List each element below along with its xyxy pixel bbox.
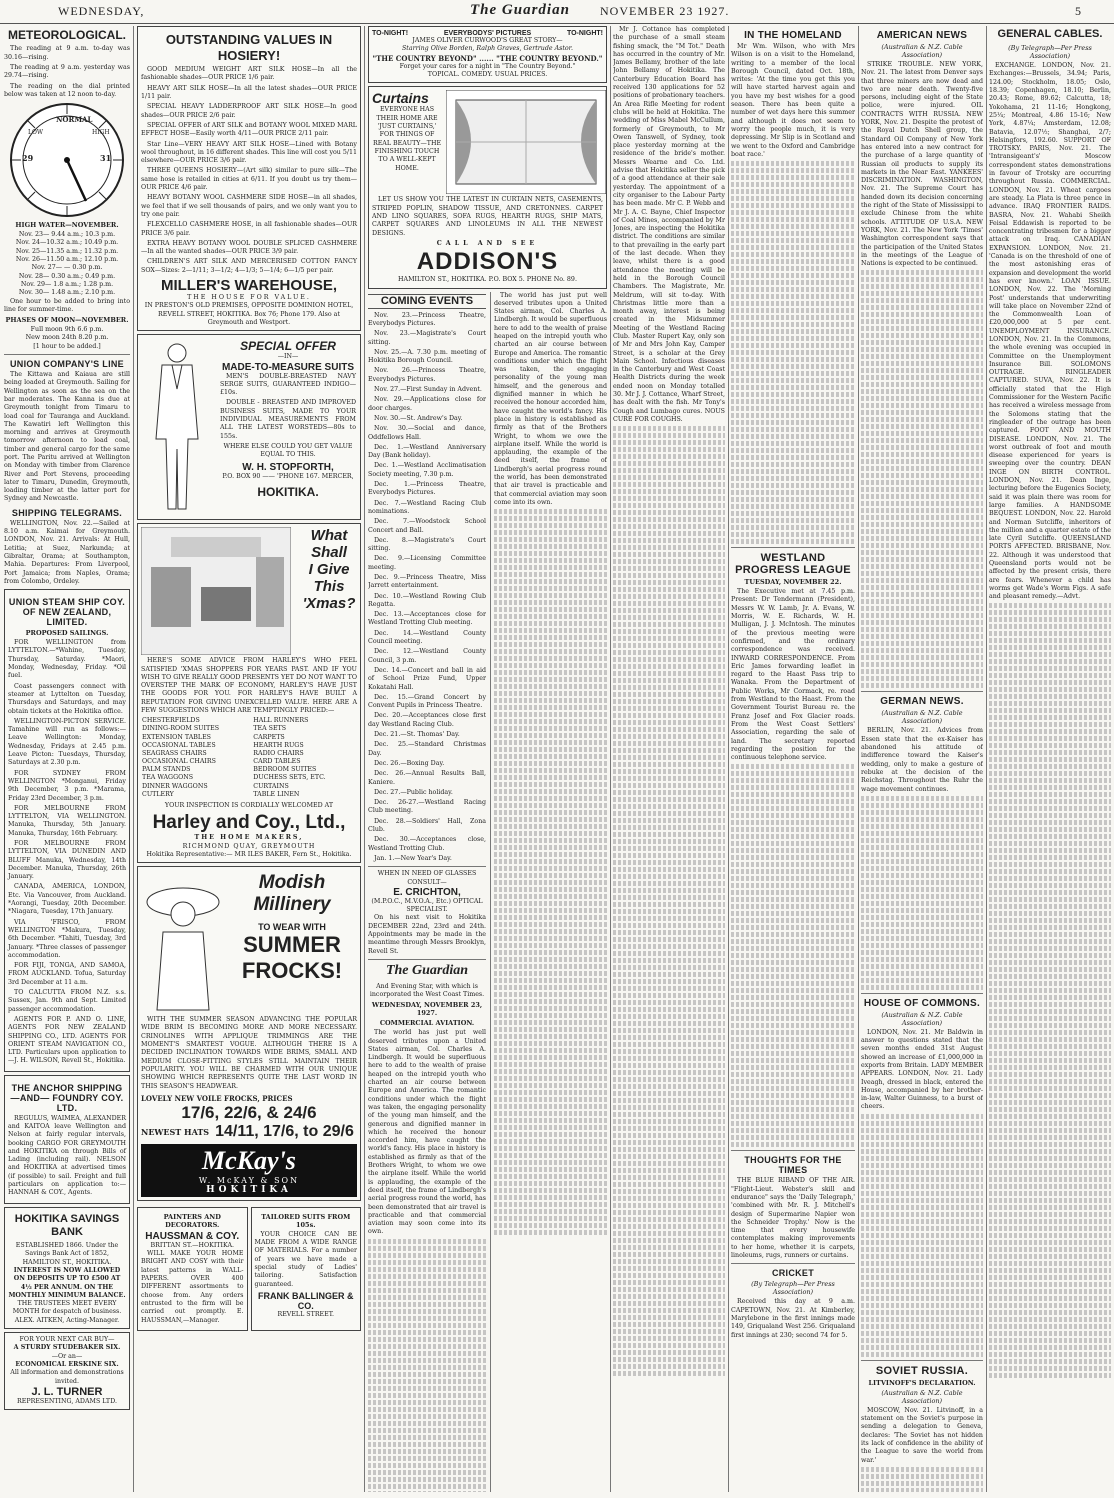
hosiery-item: THREE QUEENS HOSIERY—(Art silk) similar to pure silk—The same hose is retailed in cities at 6/11. If you doubt us try them—OUR PRICE 4/6 pair. xyxy=(141,167,357,192)
general-cables-source: (By Telegraph—Per Press Association) xyxy=(1008,44,1092,61)
car-line: FOR YOUR NEXT CAR BUY— xyxy=(19,1336,115,1344)
voile-prices-label: PRICES xyxy=(262,1093,293,1103)
bank-text: ESTABLISHED 1866. Under the Savings Bank Act of 1852, HAMILTON ST., HOKITIKA. xyxy=(15,1242,119,1266)
addison-name: ADDISON'S xyxy=(416,248,559,276)
harley-name: Harley and Coy., Ltd., xyxy=(152,812,346,834)
suit-in: —IN— xyxy=(277,353,299,361)
progress-league-date: TUESDAY, NOVEMBER 22. xyxy=(744,578,842,587)
millinery-title: Modish Millinery xyxy=(253,872,331,916)
xmas-text: HERE'S SOME ADVICE FROM HARLEY'S WHO FEEL SATISFIED 'XMAS SHOPPERS FOR YEARS PAST. AND IF YOU WISH TO GIVE REALLY GOOD PRESENTS YET DO NOT WANT TO OVERSTEP THE MARK OF ECONOMY, HARLEY'S HAVE JUST THE GOODS FOR YOU. FOR HARLEY'S HAVE BUILT A REPUTATION FOR GIVING UNEXCELLED VALUE. HERE ARE A FEW SUGGESTIONS WHICH ARE TEMPTINGLY PRICED:— xyxy=(141,657,357,714)
addison-advert xyxy=(368,86,607,288)
everybodys-pictures: EVERYBODYS' PICTURES xyxy=(443,30,532,37)
xmas-item: CARD TABLES xyxy=(253,758,301,766)
xmas-what: What xyxy=(310,527,348,545)
car-line: ECONOMICAL ERSKINE SIX. xyxy=(15,1360,119,1368)
xmas-item: DUCHESS SETS, ETC. xyxy=(253,774,326,782)
union-line-heading: UNION COMPANY'S LINE xyxy=(10,359,124,370)
local-news-text: Mr J. Cottance has completed the purchase of a small steam fishing smack, the "M Tot." Death has occurred in the country of Mr. James Bellamy, brother of the late John Bellamy of Hokitika. The Canterbury Education Board has received 130 applications for 52 positions of probationary teachers. An Area Rifle Meeting for rodent clubs will be held at Hokitika. The wedding of Miss Mabel McCullum, formerly of Greymouth, to Mr Owen Tanswell, of Sydney, took place yesterday morning at the residence of the bride's mother. Messrs Wearne and Co. Ltd. advise that Hokitika seller the pick of a good attendance at their sale yesterday. The appointment of a city organiser to the Labour Party has been made. Mr C. P. Webb and Mr J. A. C. Bayne, Chief Inspector of Coal Mines, accompanied by Mr Jones, are inspecting the Hokitika district. The conditions are similar to that prevailing in the early part of the last decade. When they leave, whilst there is a good attendance the meeting will be held in the Borough Council Chambers. The Magistrate, Mr. Meldrum, will sit to-day. With Christmas little more than a month away, interest is being created in the Midsummer Meeting of the Westland Racing Club. Master Rupert Kay, only son of Mr and Mrs John Kay, Camper Street, is a scholar at the Grey Main School. Infectious diseases in the Canterbury and West Coast Health Districts during the week ended noon on Monday totalled 30. Mr J. J. Cottance, Wharf Street, has dealt with the fish. Mr Tony's Cough and Lumbago cures. NOUS CURE FOR COUGHS. xyxy=(613,26,725,423)
car-line: —Or an— xyxy=(51,1352,83,1360)
uss-advert xyxy=(4,589,130,1072)
window-curtains-icon xyxy=(446,90,606,194)
stopforth-town: HOKITIKA. xyxy=(257,484,319,499)
water-row: Nov. 27— — 0.30 p.m. xyxy=(31,264,103,272)
guardian-sub: And Evening Star, with which is incorporated the West Coast Times. xyxy=(369,982,485,998)
column-7 xyxy=(989,26,1111,1492)
shipping-text: WELLINGTON, Nov. 22.—Sailed at 8.10 a.m. Kaimai for Greymouth. LONDON, Nov. 21. Arrivals: At Hull, Letitia; at Suez, Narkunda; at Gibraltar, Orama; at Southampton, Mahia. Departures: From Liverpool, Port Jamaica; from Naples, Orama; from Colombo, Ordeley. xyxy=(4,519,130,585)
millinery-summer: SUMMER xyxy=(243,932,341,958)
event-item: Dec. 15.—Grand Concert by Convent Pupils in Princess Theatre. xyxy=(368,693,486,710)
general-cables-text: EXCHANGE. LONDON, Nov. 21. Exchanges:—Brussels, 34.94; Paris, 124.00; Stockholm, 18.05; Oslo, 18.39; Copenhagen, 18.10; Berlin, 20.43; Rome, 89.62; Calcutta, 18; Yokohama, 21 11-16; Hongkong, 25¼; Montreal, 4.86 15-16; New York, 4.87¼; Amsterdam, 12.08; Batavia, 12.07½; Shanghai, 2/7; Helsingfors, 192.60. SUPPORT OF TROTSKY. PARIS, Nov. 21. The 'Intransigeant's' Moscow correspondent states demonstrations in favour of Trotsky are occurring throughout Russia. COMMERCIAL. LONDON, Nov. 21. Wheat cargoes are steady. La Plata is three pence in advance. IRAQ FRONTIER RAIDS. BASRA, Nov. 21. Wahabi Sheikh Feisal Eddawish is reported to be concentrating tribesmen for a bigger attack on Iraq. CANADIAN EXPANSION. LONDON, Nov. 21. 'Canada is on the threshold of one of the most astonishing eras of expansion and development the world has ever known.' LOAN ISSUE. LONDON, Nov. 22. The 'Morning Post' understands that underwriting will take place on November 22nd of the Commonwealth Loan of £20,000,000 at 5 per cent. UNEMPLOYMENT INSURANCE. LONDON, Nov. 21. In the Commons, the whole evening was occupied in Committee on the Unemployment Insurance Bill. SOLOMONS OUTRAGE. RINGLEADER CAPTURED. SUVA, Nov. 22. It is officially stated that the High Commissioner for the Western Pacific has received a wireless message from the Solomons stating that the ringleader of the outrage has been captured. FOOT AND MOUTH DISEASE. LONDON, Nov. 21. The worst outbreak of foot and mouth disease experienced for years is sweeping over the country. DEAN INGE ON BIRTH CONTROL. LONDON, Nov. 21. Dean Inge, lecturing before the Eugenics Society, said it was plain there was room for large families. A HANDSOME BEQUEST. LONDON, Nov. 22. Harold and Norman Sutcliffe, inheritors of the million and a quarter estate of the late Cyril Sutcliffe. QUEENSLAND PORTS AFFECTED. BRISBANE, Nov. 22. Although it was understood that Queensland ports would not be affected by the present crisis, there are fears. Whenever a child has worms get Wade's Worm Figs. A safe and pleasant remedy.—Advt. xyxy=(989,62,1111,601)
painter-advert xyxy=(137,1207,248,1331)
masthead-day: WEDNESDAY, xyxy=(58,4,145,18)
water-row: Nov. 23— 9.44 a.m.; 10.3 p.m. xyxy=(18,231,116,239)
uss-text: VIA 'FRISCO, FROM WELLINGTON *Makura, Tuesday, 6th December. *Tahiti, Tuesday, 3rd January. *Three classes of passenger accommodation. xyxy=(8,918,126,959)
event-item: Dec. 12.—Westland County Council, 3 p.m. xyxy=(368,648,486,664)
anchor-advert xyxy=(4,1075,130,1204)
suit-text: MEN'S DOUBLE-BREASTED NAVY SERGE SUITS, GUARANTEED INDIGO—£10s. xyxy=(220,372,356,397)
film-note: Forget your cares for a night in "The Country Beyond." xyxy=(399,62,576,70)
xmas-item: CUTLERY xyxy=(142,790,174,798)
met-reading-today: The reading at 9 a.m. to-day was 30.16—rising. xyxy=(4,45,130,61)
event-item: Dec. 1.—Princess Theatre, Everybodys Pictures. xyxy=(368,481,486,497)
voile-label: LOVELY NEW VOILE FROCKS, xyxy=(141,1093,260,1103)
hosiery-item: CHILDREN'S ART SILK AND MERCERISED COTTON FANCY SOX—Sizes: 2—1/11; 3—1/2; 4—1/3; 5—1/4; 6—1/5 per pair. xyxy=(141,258,357,274)
german-news-source: (Australian & N.Z. Cable Association) xyxy=(881,709,963,726)
mckay-sub: W. McKAY & SON xyxy=(198,1175,300,1185)
hosiery-item: SPECIAL OFFER of ART SILK and BOTANY WOOL MIXED MARL EFFECT HOSE—Easily worth 4/11—OUR PRICE 2/11 pair. xyxy=(141,121,357,138)
event-item: Dec. 7.—Woodstock School Concert and Ball. xyxy=(368,518,486,534)
moon-note: [1 hour to be added.] xyxy=(33,342,101,350)
hosiery-advert xyxy=(137,26,361,331)
column-6 xyxy=(861,26,983,1492)
guardian-date: WEDNESDAY, NOVEMBER 23, 1927. xyxy=(371,1001,483,1018)
hosiery-item: Star Line—VERY HEAVY ART SILK HOSE—Lined with Botany wool throughout, in 16 different shades. This line will cost you 5/11 elsewhere—OUR PRICE 3/6 pair. xyxy=(141,140,357,165)
painter-title: PAINTERS AND DECORATORS. xyxy=(163,1212,221,1229)
xmas-item: DINNER WAGGONS xyxy=(142,782,208,790)
hosiery-title: OUTSTANDING VALUES IN HOSIERY! xyxy=(165,32,333,63)
xmas-item: RADIO CHAIRS xyxy=(253,749,304,757)
masthead-title: The Guardian xyxy=(470,2,570,18)
event-item: Dec. 1.—Westland Anniversary Day (Bank holiday). xyxy=(368,443,486,460)
guardian-name: The Guardian xyxy=(385,962,469,978)
lady-in-hat-icon xyxy=(143,872,223,1012)
xmas-item: BEDROOM SUITES xyxy=(253,766,317,774)
tailor-title: TAILORED SUITS FROM 105s. xyxy=(261,1212,351,1229)
event-item: Dec. 26.—Boxing Day. xyxy=(374,759,445,767)
event-item: Dec. 14.—Westland County Council meeting. xyxy=(368,629,486,646)
event-item: Nov. 26.—Princess Theatre, Everybodys Pictures. xyxy=(368,367,486,383)
pictures-advert xyxy=(368,26,607,83)
bank-text: INTEREST IS NOW ALLOWED ON DEPOSITS UP TO £500 AT 4½ PER ANNUM. ON THE MONTHLY MINIMUM BALANCE. xyxy=(8,1266,126,1299)
car-line: A STURDY STUDEBAKER SIX. xyxy=(13,1344,121,1352)
uss-text: Coast passengers connect with steamer at Lyttelton on Tuesday, Thursdays and Saturdays, and may obtain tickets at the Hokitika office. xyxy=(8,682,126,715)
uss-text: FOR MELBOURNE FROM LYTTELTON, VIA DUNEDIN AND BLUFF Manuka, Wednesday, 14th December. Manuka, Thursday, 26th January. xyxy=(8,839,126,881)
event-item: Dec. 7.—Westland Racing Club nominations. xyxy=(368,499,486,515)
uss-text: FOR WELLINGTON from LYTTELTON.—*Wahine, Tuesday, Thursday, Saturday. *Maori, Monday, Wednesday, Friday. *Oil fuel. xyxy=(8,639,126,680)
event-item: Nov. 30.—St. Andrew's Day. xyxy=(374,414,463,422)
cricket-text: Received this day at 9 a.m. CAPETOWN, Nov. 21. At Kimberley, Marylebone in the first innings made 149, Griqualand West 256. Griqualand first innings at 230; second 74 for 5. xyxy=(731,1298,855,1339)
car-line: REPRESENTING, ADAMS LTD. xyxy=(17,1397,117,1405)
water-row: Nov. 29— 1.8 a.m.; 1.28 p.m. xyxy=(20,280,114,288)
millinery-advert xyxy=(137,866,361,1201)
tailor-name: FRANK BALLINGER & CO. xyxy=(258,1290,354,1311)
homeland-heading: IN THE HOMELAND xyxy=(744,30,842,41)
water-row: Nov. 30— 1.48 a.m.; 2.10 p.m. xyxy=(18,289,116,297)
hosiery-item: FLEXCELLO CASHMERE HOSE, in all fashionable shades—OUR PRICE 3/6 pair. xyxy=(141,221,357,237)
addison-address: HAMILTON ST., HOKITIKA. P.O. BOX 5. PHONE No. 89. xyxy=(398,276,577,284)
general-cables-body xyxy=(989,603,1111,1378)
tailor-address: REVELL STREET. xyxy=(277,1310,335,1318)
tonight-left: TO-NIGHT! xyxy=(372,30,409,37)
event-item: Nov. 29.—Applications close for door charges. xyxy=(368,396,486,412)
column-5 xyxy=(731,26,855,1492)
uss-text: AGENTS FOR P. AND O. LINE, AGENTS FOR NEW ZEALAND SHIPPING CO., LTD. AGENTS FOR ORIENT STEAM NAVIGATION CO., LTD. Particulars upon application to—J. H. WILSON, Revell St., Hokitika. xyxy=(8,1015,126,1065)
xmas-item: DINING-ROOM SUITES xyxy=(142,725,220,733)
water-row: Nov. 24—10.32 a.m.; 10.49 p.m. xyxy=(15,239,119,247)
meteorological-heading: METEOROLOGICAL. xyxy=(8,28,126,42)
mckay-town: HOKITIKA xyxy=(206,1184,292,1195)
met-reading-yesterday: The reading at 9 a.m. yesterday was 29.74—rising. xyxy=(4,63,130,80)
addison-call: CALL AND SEE xyxy=(436,239,539,247)
hosiery-item: HEAVY BOTANY WOOL CASHMERE SIDE HOSE—in all shades, we feel that if we sell thousands of pairs, and we only want you to try one pair. xyxy=(141,194,357,218)
miller-tag: THE HOUSE FOR VALUE. xyxy=(187,294,311,302)
anchor-text: REGULUS, WAIMEA, ALEXANDER and KAITOA leave Wellington and Nelson at fairly regular intervals, booking CARGO FOR GREYMOUTH and HOKITIKA on through Bills of Lading (including rail). NELSON and HOKITIKA at advertised times (if possible) to sail. Freight and full particulars on application to:— HANNAH & COY., Agents. xyxy=(8,1114,126,1197)
suit-title: SPECIAL OFFER xyxy=(240,339,336,354)
event-item: Dec. 10.—Westland Rowing Club Regatta. xyxy=(368,592,486,608)
event-item: Nov. 23.—Princess Theatre, Everybodys Pictures. xyxy=(368,311,486,327)
progress-league-text: The Executive met at 7.45 p.m. Present: Dr Tendermann (President), Messrs W. W. Lamb, Jr. A. Evans, W. Morris, W. E. Richards, W. H. Mulligan, J. J. McIntosh. The minutes of the previous meeting were confirmed, and the ordinary correspondence was received. INWARD CORRESPONDENCE. From Eric James forwarding leaflet in regard to the Haast Pass trip to Wanaka. From the Department of Public Works, Mr Cormack, re. road from Westland to the Haast. From the Government Tourist Bureau re. the Franz Josef and Fox Glacier roads. From the West Coast Settlers' Association, regarding the sale of land. The secretary reported regarding the position for the continuous telephone service. xyxy=(731,588,855,762)
xmas-item: CURTAINS xyxy=(253,782,289,790)
tonight-right: TO-NIGHT! xyxy=(566,30,603,37)
event-item: Dec. 26-27.—Westland Racing Club meeting. xyxy=(368,799,486,815)
editorial-title: COMMERCIAL AVIATION. xyxy=(379,1019,475,1028)
american-news-body xyxy=(861,270,983,688)
xmas-item: SEAGRASS CHAIRS xyxy=(142,749,207,757)
american-news-source: (Australian & N.Z. Cable Association) xyxy=(881,43,963,59)
dial-left-number: 29 xyxy=(22,153,34,164)
car-line: All information and demonstrations invited. xyxy=(10,1369,124,1385)
xmas-suggestions xyxy=(141,717,357,799)
film-by: JAMES OLIVER CURWOOD'S GREAT STORY— xyxy=(412,37,563,44)
shipping-heading: SHIPPING TELEGRAMS. xyxy=(11,507,123,518)
event-item: Dec. 13.—Acceptances close for Westland Trotting Club meeting. xyxy=(368,611,486,627)
harley-rep: Hokitika Representative:— MR ILES BAKER, Fern St., Hokitika. xyxy=(146,850,352,858)
barometer-dial xyxy=(8,101,126,219)
event-item: Dec. 30.—Acceptances close, Westland Trotting Club. xyxy=(368,836,486,852)
painter-address: BRITTAN ST.—HOKITIKA. xyxy=(150,1241,234,1249)
masthead-date: NOVEMBER 23 1927. xyxy=(600,4,730,18)
mckay-name: McKay's xyxy=(202,1145,296,1175)
painter-text: WILL MAKE YOUR HOME BRIGHT AND COSY with their latest patterns in WALL-PAPERS. OVER 400 DIFFERENT assortments to choose from. Any orders entrusted to the firm will be carried out promptly. E. HAUSSMAN,—Manager. xyxy=(141,1250,244,1324)
american-news-text: STRIKE TROUBLE. NEW YORK, Nov. 21. The latest from Denver says that three miners are now dead and two are near death. Twenty-five persons, including eight of the State police, were injured. OIL CONTRACTS WITH RUSSIA. NEW YORK, Nov. 21. Despite the protest of the Royal Dutch Shell group, the Standard Oil Company of New York has entered into a new contract for the purchase of a large quantity of Russian oil products to supply its markets in the Near East. YANKEES' DISCRIMINATION. WASHINGTON, Nov. 21. The Supreme Court has handed down its decision concerning the right of the State of Mississippi to exclude Chinese from the white schools. ATTITUDE OF U.S.A. NEW YORK, Nov. 21. The New York 'Times' Washington correspondent says that the participation of the United States in the meetings of the League of Nations is expected to be continued. xyxy=(861,61,983,268)
german-news-body xyxy=(861,796,983,990)
met-dial-note: The reading on the dial printed below was taken at 12 noon to-day. xyxy=(4,82,130,98)
german-news-text: BERLIN, Nov. 21. Advices from Essen state that the ex-Kaiser has abandoned his attitude of indifference toward the Kaiser's wedding, only to make a gesture of rebuke at the decision of the Reichstag. Throughout the Ruhr the wage movement continues. xyxy=(861,727,983,793)
hosiery-item: EXTRA HEAVY BOTANY WOOL DOUBLE SPLICED CASHMERE—In all the wanted shades—OUR PRICE 3/9 pair. xyxy=(141,239,357,256)
cricket-heading: CRICKET xyxy=(771,1268,815,1279)
column-2 xyxy=(137,26,361,1492)
millinery-to: TO WEAR WITH xyxy=(258,922,326,933)
event-item: Dec. 9.—Licensing Committee meeting. xyxy=(368,555,486,571)
xmas-item: OCCASIONAL CHAIRS xyxy=(142,758,216,766)
xmas-this: This xyxy=(313,578,345,596)
editorial-text: The world has just put well deserved tributes upon a United States airman, Col. Charles A. Lindbergh. It would be superfluous here to add to the wealth of praise heaped on the intrepid youth who charted an air course between Europe and America. The romantic conditions under which the flight was taken, the engaging personality of the young man himself, and the generous and dignified manner in which he received the honour accorded him, have caught the world's fancy. His place in history is established as firmly as that of the Brothers Wright, to whom we owe the airplane itself. While the world is applauding, the example of the deed itself, the frame of Lindbergh's aerial progress round the world, has been demonstrated that air travel is practicable and that commercial aviation may soon come into its own. xyxy=(368,1029,486,1236)
soviet-text: MOSCOW, Nov. 21. Litvinoff, in a statement on the Soviet's purpose in sending a delegation to Geneva, declares: 'The Soviet has not hidden its lack of confidence in the ability of the League to save the world from war.' xyxy=(861,1406,983,1464)
xmas-item: CHESTERFIELDS xyxy=(142,717,200,725)
event-item: Nov. 30.—Social and dance, Oddfellows Hall. xyxy=(368,425,486,441)
uss-text: FOR MELBOURNE FROM LYTTELTON, VIA WELLINGTON. Manuka, Thursday, 5th January. Manuka, Thursday, 16th February. xyxy=(8,804,126,837)
uss-title: UNION STEAM SHIP COY. OF NEW ZEALAND, LIMITED. xyxy=(8,597,126,628)
event-item: Jan. 1.—New Year's Day. xyxy=(374,854,452,862)
event-item: Dec. 28.—Soldiers' Hall, Zona Club. xyxy=(368,817,486,834)
millinery-text: WITH THE SUMMER SEASON ADVANCING THE POPULAR WIDE BRIM IS BECOMING MORE AND MORE NECESSARY. CRINOLINES WITH APPLIQUE TRIMMINGS ARE THE MOMENT'S SMARTEST VOGUE. ALTHOUGH THERE IS A DECIDED INCLINATION TOWARDS WIDE BRIMS, SMALL AND MEDIUM CLOSE-FITTING STYLES STILL MAINTAIN THEIR POPULARITY. YOU WILL BE CHARMED WITH OUR UNIQUE SHOWING WHICH REPRESENTS QUITE THE LAST WORD IN THIS SEASON'S HEADWEAR. xyxy=(141,1016,357,1090)
moon-heading: PHASES OF MOON—NOVEMBER. xyxy=(5,316,129,325)
event-item: Nov. 23.—Magistrate's Court sitting. xyxy=(368,330,486,346)
event-item: Nov. 27.—First Sunday in Advent. xyxy=(374,386,482,394)
editorial-body xyxy=(494,509,607,1235)
harley-advert xyxy=(137,523,361,863)
dial-right-number: 31 xyxy=(100,153,112,164)
hosiery-item: SPECIAL HEAVY LADDERPROOF ART SILK HOSE—In good shades—OUR PRICE 2/6 pair. xyxy=(141,103,357,119)
voile-prices: 17/6, 22/6, & 24/6 xyxy=(181,1102,317,1122)
dial-low-label: LOW xyxy=(28,129,44,137)
moon-row: New moon 24th 8.20 p.m. xyxy=(25,334,109,342)
coming-events-list xyxy=(368,312,486,864)
column-3 xyxy=(368,26,607,1492)
harley-address: RICHMOND QUAY, GREYMOUTH xyxy=(182,842,316,850)
dial-high-label: HIGH xyxy=(92,129,110,137)
xmas-item: TABLE LINEN xyxy=(253,790,300,798)
page-number: 5 xyxy=(1075,4,1082,18)
savings-bank-advert xyxy=(4,1207,130,1329)
suit-sub: MADE-TO-MEASURE SUITS xyxy=(221,361,355,373)
local-news-body xyxy=(613,426,725,1376)
editorial-continued xyxy=(368,1239,486,1492)
american-news-heading: AMERICAN NEWS xyxy=(876,30,968,41)
thoughts-text: THE BLUE RIBAND OF THE AIR. "Flight-Lieut. Webster's skill and endurance" says the 'Daily Telegraph,' 'combined with Mr. R. J. Mitchell's design of Supermarine Napier won the Schneider Trophy.' Now is the time that every housewife contemplates making improvements to her home, whether it is carpets, linoleums, rugs, runners or curtains. xyxy=(731,1177,855,1260)
event-item: Dec. 26.—Annual Results Ball, Kaniere. xyxy=(368,770,486,786)
uss-text: FOR FIJI, TONGA, AND SAMOA, FROM AUCKLAND. Tofua, Saturday 3rd December at 11 a.m. xyxy=(8,962,126,986)
general-cables-heading: GENERAL CABLES. xyxy=(997,28,1103,40)
event-item: Dec. 25.—Standard Christmas Day. xyxy=(368,741,486,757)
masthead xyxy=(0,0,1114,24)
furniture-illustration-icon xyxy=(141,527,291,655)
suit-text: WHERE ELSE COULD YOU GET VALUE EQUAL TO THIS. xyxy=(223,442,353,459)
commons-body xyxy=(861,1114,983,1357)
commons-source: (Australian & N.Z. Cable Association) xyxy=(881,1010,963,1027)
uss-text: CANADA, AMERICA, LONDON, Etc. Via Vancouver, from Auckland. *Aorangi, Tuesday, 20th December. *Niagara, Tuesday, 17th January. xyxy=(8,883,126,916)
millinery-frocks: FROCKS! xyxy=(241,958,343,984)
xmas-item: HEARTH RUGS xyxy=(253,741,304,749)
moon-row: Full moon 9th 6.6 p.m. xyxy=(30,326,104,334)
xmas-i-give: I Give xyxy=(308,561,350,579)
commons-heading: HOUSE OF COMMONS. xyxy=(863,997,981,1009)
column-4 xyxy=(613,26,725,1492)
tailor-text: YOUR CHOICE CAN BE MADE FROM A WIDE RANGE OF MATERIALS. For a number of years we have made a special study of Ladies' tailoring. Satisfaction guaranteed. xyxy=(254,1230,357,1288)
commons-text: LONDON, Nov. 21. Mr Baldwin in answer to questions stated that the seven months ended 31st August showed an increase of £1,000,000 in exports from Britain. LADY MEMBER APPEARS. LONDON, Nov. 21. Lady Iveagh, dressed in black, entered the House, accompanied by her brother-in-law, Walter Guinness, to a burst of cheers. xyxy=(861,1028,983,1111)
stopforth-address: P.O. BOX 90 —— 'PHONE 167. MERCER, xyxy=(222,473,354,481)
xmas-item: EXTENSION TABLES xyxy=(142,733,211,741)
optician-intro: WHEN IN NEED OF GLASSES CONSULT— xyxy=(377,870,477,886)
progress-league-body xyxy=(731,764,855,1147)
uss-text: WELLINGTON-PICTON SERVICE. Tamahine will run as follows:— Leave Wellington: Monday, Wednesday, Fridays at 2.45 p.m. Leave Picton: Tuesdays, Thursday, Saturdays at 2.30 p.m. xyxy=(8,717,126,767)
car-advert xyxy=(4,1332,130,1410)
xmas-item: CARPETS xyxy=(253,733,285,741)
cricket-source: (By Telegraph—Per Press Association) xyxy=(751,1280,835,1297)
uss-text: FOR SYDNEY FROM WELLINGTON *Monganui, Friday 9th December, 3 p.m. *Marama, Friday 23rd December, 3 p.m. xyxy=(8,769,126,802)
optician-text: On his next visit to Hokitika DECEMBER 22nd, 23rd and 24th. Appointments may be made in the meantime through Messrs Brooklyn, Revell St. xyxy=(368,914,486,955)
union-line-text: The Kittawa and Kaiaua are still being loaded at Greymouth. Sailing for Wellington as soon as the sea on the bar moderates. The Kanna is due at Greymouth tonight from Timaru to load coal for Tauranga and Auckland. The Kawatiri left Wellington this morning and arrives at Greymouth tomorrow afternoon to load coal, timber and general cargo for the same port. The Paritu arrived at Wellington on Monday with timber from Clarence River and Port Stevens, proceeding later to Timaru, Dunedin, Greymouth, loading timber at the latter port for Sydney and Newcastle. xyxy=(4,371,130,503)
soviet-source: (Australian & N.Z. Cable Association) xyxy=(881,1388,963,1405)
hats-prices: 14/11, 17/6, to 29/6 xyxy=(215,1122,354,1140)
progress-league-heading: WESTLAND PROGRESS LEAGUE xyxy=(735,552,851,577)
curtains-side: EVERYONE HAS THEIR HOME ARE 'JUST CURTAINS,' FOR THINGS OF REAL BEAUTY—THE FINISHING TOUCH TO A WELL-KEPT HOME. xyxy=(372,106,442,172)
dial-normal-label: NORMAL xyxy=(56,115,93,125)
high-water-heading: HIGH WATER—NOVEMBER. xyxy=(15,221,119,230)
event-item: Dec. 8.—Magistrate's Court sitting. xyxy=(368,536,486,553)
homeland-body xyxy=(731,161,855,544)
xmas-item: TEA WAGGONS xyxy=(142,774,194,782)
event-item: Dec. 9.—Princess Theatre, Miss Jarrett entertainment. xyxy=(368,574,486,590)
suit-text: DOUBLE - BREASTED AND IMPROVED BUSINESS SUITS, MADE TO YOUR INDIVIDUAL MEASUREMENTS FROM ALL THE LATEST WORSTEDS—80s to 155s. xyxy=(220,399,356,440)
harley-tag: THE HOME MAKERS, xyxy=(194,834,304,842)
suit-advert xyxy=(137,334,361,520)
xmas-invite: YOUR INSPECTION IS CORDIALLY WELCOMED AT xyxy=(164,802,334,809)
uss-sub: PROPOSED SAILINGS. xyxy=(25,629,109,638)
hats-label: NEWEST HATS xyxy=(141,1126,210,1137)
editorial-text-cont: The world has just put well deserved tributes upon a United States airman, Col. Charles A. Lindbergh. It would be superfluous here to add to the wealth of praise heaped on the intrepid youth who charted an air course between Europe and America. The romantic conditions under which the flight was taken, the engaging personality of the young man himself, and the generous and dignified manner in which he received the honour accorded him, have caught the world's fancy. His place in history is established as firmly as that of the Brothers Wright, to whom we owe the airplane itself. While the world is applauding, the example of the deed itself, the frame of Lindbergh's aerial progress round the world, has been demonstrated that air travel is practicable and that commercial aviation may soon come into its own. xyxy=(494,291,607,506)
xmas-xmas: 'Xmas? xyxy=(302,595,356,613)
column-1 xyxy=(4,26,130,1492)
event-item: Nov. 25.—A. 7.30 p.m. meeting of Hokitika Borough Council. xyxy=(368,348,486,365)
soviet-sub: LITVINOFF'S DECLARATION. xyxy=(868,1378,976,1387)
water-row: Nov. 25—11.35 a.m.; 11.32 p.m. xyxy=(15,247,119,255)
event-item: Dec. 14.—Concert and ball in aid of School Prize Fund, Upper Kokatahi Hall. xyxy=(368,666,486,691)
soviet-heading: SOVIET RUSSIA. xyxy=(875,1364,969,1377)
xmas-item: OCCASIONAL TABLES xyxy=(142,741,216,749)
car-line: J. L. TURNER xyxy=(31,1385,103,1398)
water-row: Nov. 26—11.50 a.m.; 12.10 p.m. xyxy=(15,256,119,264)
curtains-text: LET US SHOW YOU THE LATEST IN CURTAIN NETS, CASEMENTS, STRIPED POPLIN, SHADOW TISSUE, AND CRETONNES. CARPET AND LINO SQUARES, SOFA RUGS, HEARTH RUGS, SHIP MATS, CARPET SQUARES AND LINOLEUMS IN ALL THE NEWEST DESIGNS. xyxy=(372,196,603,237)
homeland-text: Mr Wm. Wilson, who with Mrs Wilson is on a visit to the Homeland, writing to a member of the local Borough Council, dated Oct. 18th, writes: 'At the time you get this you will have started harvest again and you have my best wishes for a good season. There has been quite a number of wet days here this summer and although it does not seem to worry the people much, it is very depressing. Mr Slip is in Scotland and we went to the Oxford and Cambridge boat race.' xyxy=(731,43,855,158)
film-extra: TOPICAL. COMEDY. USUAL PRICES. xyxy=(427,71,548,79)
uss-text: TO CALCUTTA FROM N.Z. s.s. Sussex, Jan. 9th and Sept. Limited passenger accommodation. xyxy=(8,989,126,1013)
water-row: Nov. 28— 0.30 a.m.; 0.49 p.m. xyxy=(18,272,116,280)
miller-name: MILLER'S WAREHOUSE, xyxy=(160,277,338,295)
water-note: One hour to be added to bring into line for summer-time. xyxy=(4,297,130,313)
soviet-body xyxy=(861,1467,983,1492)
bank-text: THE TRUSTEES MEET EVERY MONTH for despatch of business. ALEX. AITKEN, Acting-Manager. xyxy=(12,1300,122,1324)
optician-title: (M.P.O.C., M.V.O.A., Etc.) OPTICAL SPECIALIST. xyxy=(371,897,483,914)
event-item: Dec. 1.—Westland Acclimatisation Society meeting, 7.30 p.m. xyxy=(368,462,486,478)
optician-name: E. CRICHTON, xyxy=(393,886,461,898)
coming-events-heading: COMING EVENTS xyxy=(368,294,486,309)
film-stars: Starring Olive Borden, Ralph Graves, Gertrude Astor. xyxy=(401,45,574,53)
painter-name: HAUSSMAN & COY. xyxy=(145,1230,240,1242)
tailor-advert xyxy=(251,1207,362,1331)
film-title: "THE COUNTRY BEYOND" ...... "THE COUNTRY BEYOND." xyxy=(372,53,603,63)
miller-address: IN PRESTON'S OLD PREMISES, OPPOSITE DOMINION HOTEL, REVELL STREET, HOKITIKA. Box 76; Phone 179. Also at Greymouth and Westport. xyxy=(144,302,354,326)
man-in-suit-icon xyxy=(142,339,212,517)
event-item: Dec. 20.—Acceptances close first day Westland Racing Club. xyxy=(368,712,486,728)
stopforth-name: W. H. STOPFORTH, xyxy=(242,462,334,474)
event-item: Dec. 21.—St. Thomas' Day. xyxy=(374,731,460,739)
thoughts-heading: THOUGHTS FOR THE TIMES xyxy=(744,1155,842,1176)
anchor-title: THE ANCHOR SHIPPING —AND— FOUNDRY COY. LTD. xyxy=(10,1082,124,1113)
xmas-item: PALM STANDS xyxy=(142,766,191,774)
xmas-shall: Shall xyxy=(311,544,347,562)
xmas-item: HALL RUNNERS xyxy=(253,717,309,725)
curtains-title: Curtains xyxy=(372,90,429,107)
german-news-heading: GERMAN NEWS. xyxy=(880,696,964,708)
hosiery-item: HEAVY ART SILK HOSE—In all the latest shades—OUR PRICE 1/11 pair. xyxy=(141,84,357,101)
bank-title: HOKITIKA SAVINGS BANK xyxy=(14,1212,120,1238)
hosiery-item: GOOD MEDIUM WEIGHT ART SILK HOSE—In all the fashionable shades—OUR PRICE 1/6 pair. xyxy=(141,66,357,82)
xmas-item: TEA SETS xyxy=(253,725,287,733)
mckay-logo xyxy=(141,1144,357,1197)
event-item: Dec. 27.—Public holiday. xyxy=(374,788,453,796)
